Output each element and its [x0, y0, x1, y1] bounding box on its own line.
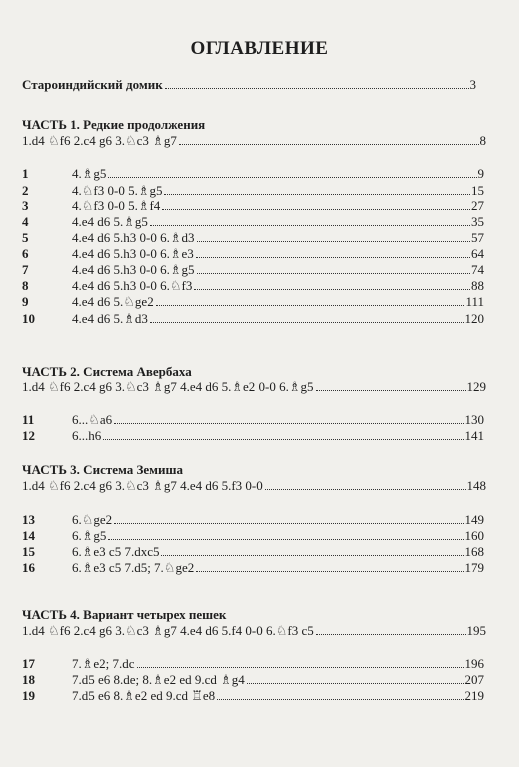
chapter-entry — [22, 262, 484, 277]
chapter-entry — [22, 214, 484, 229]
leader-dots — [162, 209, 470, 210]
toc-entry-page: 9 — [477, 166, 484, 181]
chapter-entry — [22, 672, 484, 687]
toc-entry-page: 149 — [464, 512, 484, 527]
toc-entry-label: 6.♗g5 — [72, 528, 107, 543]
toc-entry-label: 4.e4 d6 5.h3 0-0 6.♗e3 — [72, 246, 194, 261]
toc-entry-page: 168 — [464, 544, 484, 559]
toc-entry-page: 207 — [464, 672, 484, 687]
toc-entry-label: 1.d4 ♘f6 2.c4 g6 3.♘c3 ♗g7 4.e4 d6 5.f3 0-0 — [22, 478, 263, 493]
chapter-entry — [22, 230, 484, 245]
leader-dots — [114, 523, 463, 524]
part-heading: ЧАСТЬ 3. Система Земиша — [22, 462, 183, 477]
leader-dots — [197, 273, 470, 274]
chapter-number: 10 — [22, 311, 35, 326]
chapter-entry — [22, 528, 484, 543]
leader-dots — [196, 257, 470, 258]
chapter-entry — [22, 560, 484, 575]
chapter-number: 13 — [22, 512, 35, 527]
chapter-entry — [22, 688, 484, 703]
toc-entry-page: 88 — [471, 278, 484, 293]
toc-entry-label: 4.e4 d6 5.h3 0-0 6.♗g5 — [72, 262, 195, 277]
toc-entry-page: 15 — [471, 183, 484, 198]
chapter-entry — [22, 246, 484, 261]
toc-entry-page: 219 — [464, 688, 484, 703]
chapter-number: 19 — [22, 688, 35, 703]
toc-entry-page: 120 — [464, 311, 484, 326]
toc-entry-page: 160 — [464, 528, 484, 543]
chapter-number: 16 — [22, 560, 35, 575]
page-title: ОГЛАВЛЕНИЕ — [190, 38, 329, 59]
chapter-number: 5 — [22, 230, 29, 245]
leader-dots — [265, 489, 466, 490]
leader-dots — [196, 571, 463, 572]
leader-dots — [316, 634, 466, 635]
chapter-entry — [22, 166, 484, 181]
leader-dots — [161, 555, 463, 556]
leader-dots — [179, 144, 479, 145]
leader-dots — [108, 177, 476, 178]
leader-dots — [316, 390, 466, 391]
leader-dots — [194, 289, 470, 290]
toc-entry-label: 4.e4 d6 5.h3 0-0 6.♗d3 — [72, 230, 195, 245]
part-main-line — [22, 478, 486, 493]
toc-entry-page: 57 — [471, 230, 484, 245]
chapter-entry — [22, 311, 484, 326]
toc-entry-label: 1.d4 ♘f6 2.c4 g6 3.♘c3 ♗g7 — [22, 133, 177, 148]
chapter-number: 12 — [22, 428, 35, 443]
toc-entry-page: 141 — [464, 428, 484, 443]
chapter-number: 8 — [22, 278, 29, 293]
chapter-number: 1 — [22, 166, 29, 181]
chapter-number: 11 — [22, 412, 35, 427]
part-heading: ЧАСТЬ 4. Вариант четырех пешек — [22, 607, 227, 622]
toc-entry-label: 4.♘f3 0-0 5.♗f4 — [72, 198, 161, 213]
chapter-entry — [22, 656, 484, 671]
chapter-entry — [22, 294, 484, 309]
part-main-line — [22, 379, 486, 394]
toc-entry-page: 196 — [464, 656, 484, 671]
toc-entry-page: 8 — [479, 133, 486, 148]
toc-entry-label: 4.♗g5 — [72, 166, 107, 181]
toc-entry-page: 35 — [471, 214, 484, 229]
toc-entry-page: 179 — [464, 560, 484, 575]
leader-dots — [150, 225, 470, 226]
chapter-entry — [22, 198, 484, 213]
chapter-entry — [22, 512, 484, 527]
chapter-number: 4 — [22, 214, 29, 229]
chapter-number: 6 — [22, 246, 29, 261]
toc-entry-label: 4.♘f3 0-0 5.♗g5 — [72, 183, 163, 198]
toc-entry-label: 6...♘a6 — [72, 412, 113, 427]
chapter-number: 14 — [22, 528, 35, 543]
toc-intro-entry — [22, 77, 476, 92]
leader-dots — [137, 667, 464, 668]
toc-entry-page: 130 — [464, 412, 484, 427]
toc-entry-label: 6.♘ge2 — [72, 512, 113, 527]
chapter-entry — [22, 278, 484, 293]
toc-entry-label: Староиндийский домик — [22, 77, 163, 92]
chapter-number: 15 — [22, 544, 35, 559]
toc-entry-label: 6...h6 — [72, 428, 102, 443]
toc-entry-page: 27 — [471, 198, 484, 213]
toc-entry-label: 4.e4 d6 5.♗d3 — [72, 311, 148, 326]
chapter-number: 2 — [22, 183, 29, 198]
leader-dots — [150, 322, 464, 323]
leader-dots — [247, 683, 464, 684]
leader-dots — [156, 305, 465, 306]
toc-entry-page: 148 — [466, 478, 486, 493]
toc-entry-page: 3 — [469, 77, 476, 92]
toc-entry-label: 4.e4 d6 5.h3 0-0 6.♘f3 — [72, 278, 193, 293]
part-heading: ЧАСТЬ 1. Редкие продолжения — [22, 117, 206, 132]
toc-entry-label: 6.♗e3 c5 7.dxc5 — [72, 544, 160, 559]
chapter-entry — [22, 544, 484, 559]
leader-dots — [217, 699, 463, 700]
leader-dots — [114, 423, 463, 424]
chapter-entry — [22, 183, 484, 198]
toc-entry-label: 7.♗e2; 7.dc — [72, 656, 135, 671]
part-main-line — [22, 623, 486, 638]
toc-entry-label: 4.e4 d6 5.♘ge2 — [72, 294, 154, 309]
part-heading: ЧАСТЬ 2. Система Авербаха — [22, 364, 192, 379]
part-main-line — [22, 133, 486, 148]
toc-entry-label: 7.d5 e6 8.♗e2 ed 9.cd ♖e8 — [72, 688, 216, 703]
toc-entry-page: 111 — [465, 294, 484, 309]
toc-entry-label: 6.♗e3 c5 7.d5; 7.♘ge2 — [72, 560, 195, 575]
toc-entry-label: 7.d5 e6 8.de; 8.♗e2 ed 9.cd ♗g4 — [72, 672, 245, 687]
toc-entry-page: 195 — [466, 623, 486, 638]
chapter-number: 3 — [22, 198, 29, 213]
toc-entry-label: 1.d4 ♘f6 2.c4 g6 3.♘c3 ♗g7 4.e4 d6 5.f4 0-0 6.♘f3 c5 — [22, 623, 314, 638]
toc-entry-label: 1.d4 ♘f6 2.c4 g6 3.♘c3 ♗g7 4.e4 d6 5.♗e2 0-0 6.♗g5 — [22, 379, 314, 394]
toc-entry-label: 4.e4 d6 5.♗g5 — [72, 214, 148, 229]
leader-dots — [103, 439, 463, 440]
leader-dots — [197, 241, 470, 242]
toc-entry-page: 64 — [471, 246, 484, 261]
chapter-number: 17 — [22, 656, 35, 671]
leader-dots — [165, 88, 469, 89]
chapter-number: 18 — [22, 672, 35, 687]
chapter-number: 9 — [22, 294, 29, 309]
leader-dots — [108, 539, 463, 540]
toc-entry-page: 129 — [466, 379, 486, 394]
leader-dots — [164, 194, 470, 195]
chapter-entry — [22, 428, 484, 443]
chapter-number: 7 — [22, 262, 29, 277]
toc-entry-page: 74 — [471, 262, 484, 277]
chapter-entry — [22, 412, 484, 427]
